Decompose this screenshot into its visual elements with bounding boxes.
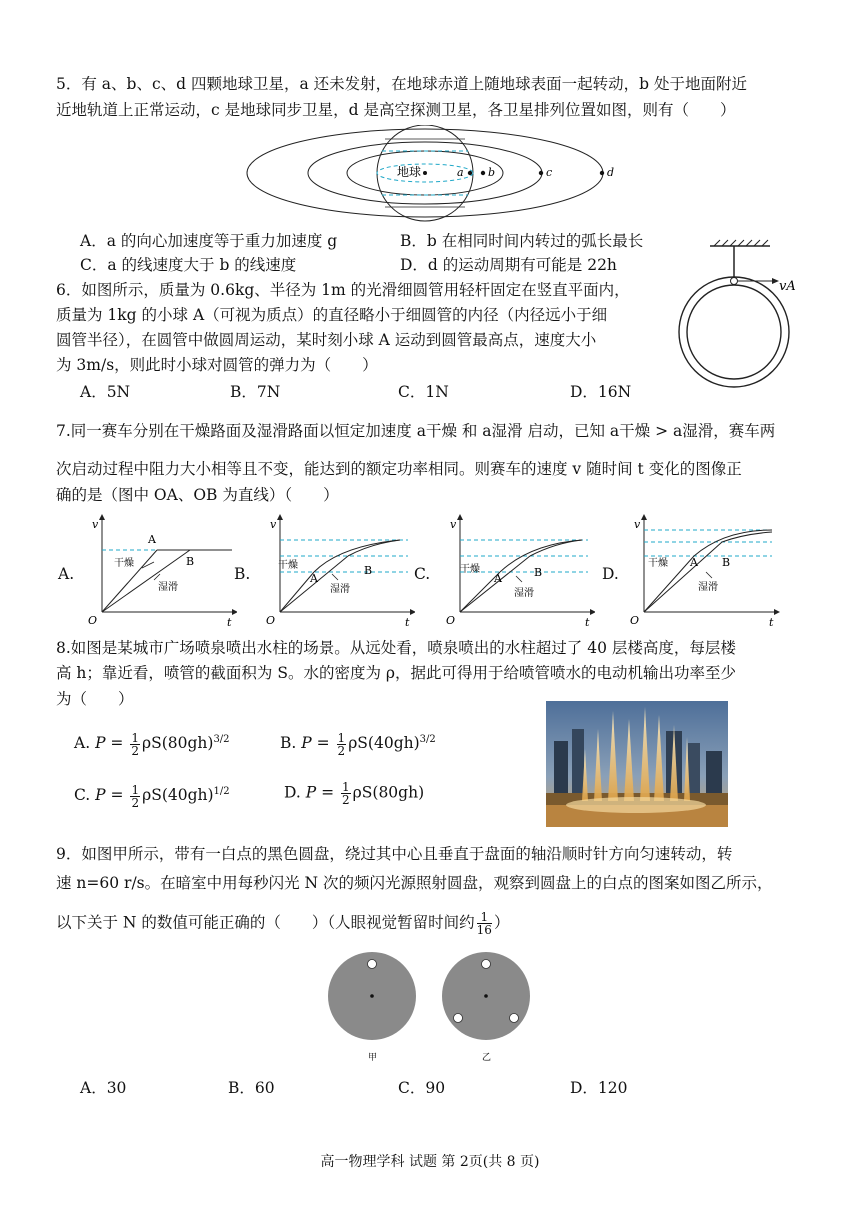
origin-label: O <box>446 614 456 627</box>
q5-option-a: A．a 的向心加速度等于重力加速度 g <box>80 232 338 250</box>
t-axis-label: t <box>585 616 590 628</box>
t-axis-label: t <box>227 616 232 628</box>
q7-graph-b <box>260 510 415 628</box>
q7-option-b-label: B. <box>234 565 251 583</box>
v-axis-label: v <box>92 518 99 531</box>
point-a-label: A <box>690 556 698 569</box>
q9-option-b: B．60 <box>228 1079 275 1097</box>
page-footer: 高一物理学科 试题 第 2页(共 8 页) <box>320 1154 540 1170</box>
sat-c-label: c <box>546 166 553 179</box>
frac-denominator: 16 <box>476 923 492 937</box>
q8-option-b: B. P = $\frac{1}{2}$ $\rho S(40gh)^{3/2}$ <box>280 730 436 758</box>
q7-option-d-label: D. <box>602 565 619 583</box>
wet-label: 湿滑 <box>514 588 534 599</box>
q6-tube-figure <box>672 238 802 388</box>
q6-stem-line3: 圆管半径），在圆管中做圆周运动，某时刻小球 A 运动到圆管最高点，速度大小 <box>56 331 597 349</box>
v-axis-label: v <box>450 518 457 531</box>
q8-stem-line2: 高 h；靠近看，喷管的截面积为 S。水的密度为 ρ，据此可得用于给喷管喷水的电动机输出功率至少 <box>56 664 736 682</box>
q6-option-b: B．7N <box>230 383 281 401</box>
q7-stem-line1: 7.同一赛车分别在干燥路面及湿滑路面以恒定加速度 a干燥 和 a湿滑 启动，已知 a干燥 > a湿滑，赛车两 <box>56 422 776 440</box>
q5-option-d: D．d 的运动周期有可能是 22h <box>400 256 617 274</box>
dry-label: 干燥 <box>278 560 298 571</box>
option-expr: ρS(80gh) <box>141 734 214 753</box>
origin-label: O <box>266 614 276 627</box>
t-axis-label: t <box>405 616 410 628</box>
v-axis-label: v <box>634 518 641 531</box>
earth-label: 地球 <box>397 165 422 179</box>
q6-option-d: D．16N <box>570 383 632 401</box>
origin-label: O <box>88 614 98 627</box>
option-letter: A. <box>74 734 91 753</box>
q6-option-c: C．1N <box>398 383 449 401</box>
dry-label: 干燥 <box>114 558 134 569</box>
dry-label: 干燥 <box>648 558 668 569</box>
point-a-label: A <box>148 533 156 546</box>
q6-stem-line1: 6．如图所示，质量为 0.6kg、半径为 1m 的光滑细圆管用轻杆固定在竖直平面内， <box>56 281 630 299</box>
fountain-photo <box>546 701 728 827</box>
q7-graph-c <box>440 510 595 628</box>
q7-stem-line2: 次启动过程中阻力大小相等且不变，能达到的额定功率相同。则赛车的速度 v 随时间 t 变化的图像正 <box>56 460 742 478</box>
q9-stem-line2: 速 n=60 r/s。在暗室中用每秒闪光 N 次的频闪光源照射圆盘，观察到圆盘上的白点的图案如图乙所示， <box>56 874 773 892</box>
q8-option-c: C. P = $\frac{1}{2}$ $\rho S(40gh)^{1/2}$ <box>74 782 230 810</box>
point-b-label: B <box>722 556 731 569</box>
q8-option-a: A. P = $\frac{1}{2}$ $\rho S(80gh)^{3/2}$ <box>74 730 230 758</box>
q5-option-c: C．a 的线速度大于 b 的线速度 <box>80 256 297 274</box>
dry-label: 干燥 <box>460 564 480 575</box>
option-expr: ρS(80gh) <box>352 783 425 802</box>
t-axis-label: t <box>769 616 774 628</box>
q9-option-a: A．30 <box>80 1079 127 1097</box>
label-jia: 甲 <box>368 1053 378 1063</box>
q5-stem-line1: 5．有 a、b、c、d 四颗地球卫星，a 还未发射，在地球赤道上随地球表面一起转动，b 处于地面附近 <box>56 75 748 93</box>
q7-stem-line3: 确的是（图中 OA、OB 为直线）（ ） <box>56 486 339 504</box>
q6-option-a: A．5N <box>80 383 131 401</box>
q6-stem-line2: 质量为 1kg 的小球 A（可视为质点）的直径略小于细圆管的内径（内径远小于细 <box>56 306 608 324</box>
q7-graph-a <box>82 510 237 628</box>
point-a-label: A <box>494 572 502 585</box>
q5-orbit-figure <box>240 125 640 225</box>
point-b-label: B <box>186 555 195 568</box>
point-b-label: B <box>534 566 543 579</box>
q8-option-d: D. P = $\frac{1}{2}$ ρS(80gh) <box>284 780 425 807</box>
q9-option-c: C．90 <box>398 1079 446 1097</box>
q9-stem-line1: 9．如图甲所示，带有一白点的黑色圆盘，绕过其中心且垂直于盘面的轴沿顺时针方向匀速转动，转 <box>56 845 733 863</box>
velocity-label: vA <box>779 279 796 294</box>
wet-label: 湿滑 <box>698 582 718 593</box>
q5-option-b: B．b 在相同时间内转过的弧长最长 <box>400 232 644 250</box>
q7-graph-d <box>624 510 784 628</box>
point-a-label: A <box>310 572 318 585</box>
origin-label: O <box>630 614 640 627</box>
q7-option-c-label: C. <box>414 565 431 583</box>
q9-disk-figure <box>326 950 536 1065</box>
q8-stem-line3: 为（ ） <box>56 690 134 708</box>
v-axis-label: v <box>270 518 277 531</box>
q7-option-a-label: A. <box>58 565 75 583</box>
q9-stem-line3 <box>56 911 509 936</box>
q6-stem-line4: 为 3m/s，则此时小球对圆管的弹力为（ ） <box>56 356 378 374</box>
option-letter: C. <box>74 786 91 805</box>
label-yi: 乙 <box>482 1053 492 1063</box>
option-expr: ρS(40gh) <box>348 734 420 753</box>
sat-b-label: b <box>488 166 496 179</box>
q5-stem-line2: 近地轨道上正常运动，c 是地球同步卫星，d 是高空探测卫星，各卫星排列位置如图，则有（ ） <box>56 101 736 119</box>
point-b-label: B <box>364 564 373 577</box>
option-letter: B. <box>280 734 297 753</box>
option-expr: ρS(40gh) <box>142 786 214 805</box>
wet-label: 湿滑 <box>158 582 178 593</box>
q9-stem-end: ） <box>493 913 510 932</box>
wet-label: 湿滑 <box>330 584 350 595</box>
frac-numerator: 1 <box>477 911 492 924</box>
sat-a-label: a <box>457 166 464 179</box>
q9-stem-text: 以下关于 N 的数值可能正确的（ ）（人眼视觉暂留时间约 <box>56 913 475 932</box>
q8-stem-line1: 8.如图是某城市广场喷泉喷出水柱的场景。从远处看，喷泉喷出的水柱超过了 40 层楼高度，每层楼 <box>56 639 736 657</box>
sat-d-label: d <box>607 166 615 179</box>
q9-option-d: D．120 <box>570 1079 628 1097</box>
option-letter: D. <box>284 783 301 802</box>
